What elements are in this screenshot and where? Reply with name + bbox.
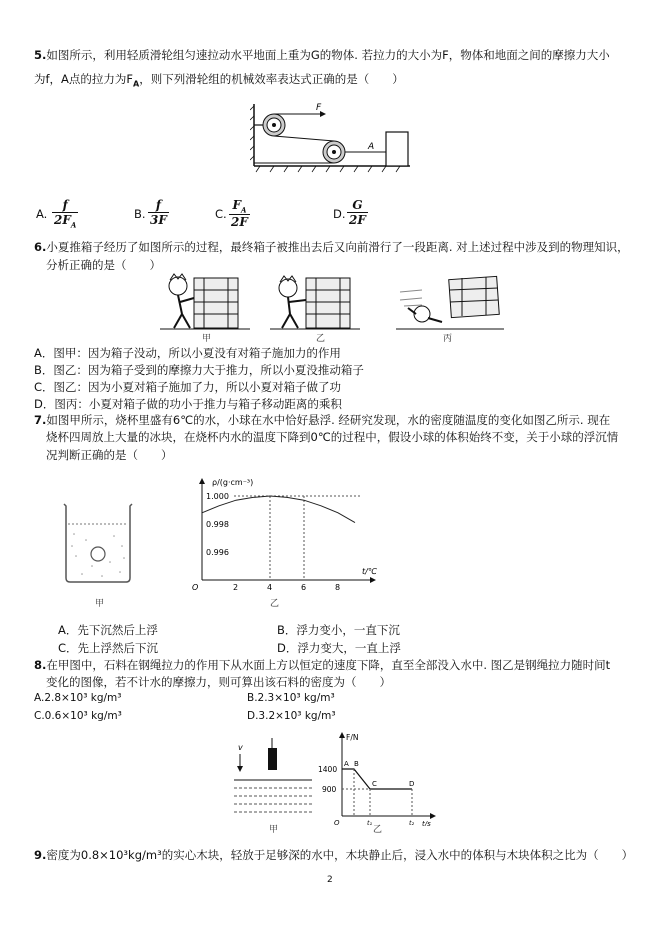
figure-yi-illustration bbox=[279, 276, 350, 328]
q5-option-a[interactable]: A. bbox=[36, 207, 48, 221]
box-pushing-figures bbox=[160, 272, 510, 340]
y-tick-0.996: 0.996 bbox=[206, 548, 229, 557]
point-B: B bbox=[354, 760, 359, 768]
density-temperature-chart bbox=[182, 476, 382, 598]
question-number: 5. bbox=[34, 48, 47, 62]
graph-xtick-t1: t₁ bbox=[367, 819, 373, 826]
q8-option-c[interactable]: C.0.6×10³ kg/m³ bbox=[34, 710, 122, 722]
q6-option-c[interactable]: C．图乙：因为小夏对箱子施加了力，所以小夏对箱子做了功 bbox=[34, 380, 342, 394]
q8-option-b[interactable]: B.2.3×10³ kg/m³ bbox=[247, 692, 335, 704]
q7-option-a[interactable]: A．先下沉然后上浮 bbox=[58, 623, 158, 637]
q5-option-d[interactable]: D. bbox=[333, 207, 346, 221]
question-5-line2: 为f，A点的拉力为$F_A$，则下列滑轮组的机械效率表达式正确的是（ ） bbox=[34, 72, 404, 89]
q7-option-c[interactable]: C．先上浮然后下沉 bbox=[58, 641, 159, 655]
question-8-line2: 变化的图像，若不计水的摩擦力，则可算出该石料的密度为（ ） bbox=[46, 675, 391, 689]
x-tick-8: 8 bbox=[335, 583, 341, 592]
x-tick-2: 2 bbox=[233, 583, 239, 592]
question-7-line1: 7.如图甲所示，烧杯里盛有6℃的水，小球在水中恰好悬浮. 经研究发现，水的密度随温度的变化如图乙所示. 现在 bbox=[34, 413, 611, 427]
point-A: A bbox=[344, 760, 349, 768]
q8-option-a[interactable]: A.2.8×10³ kg/m³ bbox=[34, 692, 122, 704]
q8-option-d[interactable]: D.3.2×10³ kg/m³ bbox=[247, 710, 336, 722]
beaker-figure bbox=[62, 500, 137, 585]
page-number: 2 bbox=[327, 875, 333, 885]
question-9-line1: 9.密度为0.8×10³kg/m³的实心木块，轻放于足够深的水中，木块静止后，浸入水中的体积与木块体积之比为（ ） bbox=[34, 848, 634, 862]
question-7-line2: 烧杯四周放上大量的冰块，在烧杯内水的温度下降到0℃的过程中，假设小球的体积始终不变，关于小球的浮沉情 bbox=[46, 430, 619, 444]
q5-option-b[interactable]: B. bbox=[134, 207, 146, 221]
figure-bing-illustration bbox=[400, 276, 499, 322]
force-time-graph bbox=[318, 730, 438, 826]
graph-origin: O bbox=[334, 819, 340, 826]
question-6-line2: 分析正确的是（ ） bbox=[46, 258, 161, 272]
question-6-line1: 6.小夏推箱子经历了如图所示的过程，最终箱子被推出去后又向前滑行了一段距离. 对上述过程中涉及到的物理知识， bbox=[34, 240, 629, 254]
q7-caption-jia: 甲 bbox=[95, 599, 105, 609]
question-5-line1: 5.如图所示，利用轻质滑轮组匀速拉动水平地面上重为G的物体. 若拉力的大小为F，物体和地面之间的摩擦力大小 bbox=[34, 48, 610, 62]
force-F-label: F bbox=[316, 103, 322, 113]
q5-option-c-formula: $\frac{F_A}{2F}$ bbox=[231, 198, 248, 230]
q5-option-a-formula: $\frac{f}{2F_A}$ bbox=[54, 198, 77, 230]
velocity-label: v bbox=[238, 743, 243, 752]
pulley-figure bbox=[250, 100, 415, 180]
q7-option-d[interactable]: D．浮力变大，一直上浮 bbox=[277, 641, 401, 655]
q8-caption-yi: 乙 bbox=[373, 825, 383, 835]
figure-jia-illustration bbox=[169, 274, 238, 328]
x-axis-label: t/℃ bbox=[362, 567, 377, 576]
q6-caption-jia: 甲 bbox=[202, 334, 212, 344]
graph-ytick-1400: 1400 bbox=[318, 765, 338, 774]
q5-option-c[interactable]: C. bbox=[215, 207, 227, 221]
y-tick-1.000: 1.000 bbox=[206, 492, 229, 501]
q5-option-d-formula: $\frac{G}{2F}$ bbox=[349, 198, 366, 227]
q6-caption-bing: 丙 bbox=[443, 334, 453, 344]
graph-xlabel: t/s bbox=[422, 820, 431, 826]
point-A-label: A bbox=[368, 142, 375, 152]
q7-option-b[interactable]: B．浮力变小，一直下沉 bbox=[277, 623, 400, 637]
q7-caption-yi: 乙 bbox=[270, 599, 280, 609]
point-C: C bbox=[372, 780, 377, 788]
stone-water-figure bbox=[230, 738, 316, 824]
origin-label: O bbox=[192, 583, 199, 592]
graph-xtick-t2: t₂ bbox=[409, 819, 415, 826]
question-8-line1: 8.在甲图中，石料在钢绳拉力的作用下从水面上方以恒定的速度下降，直至全部没入水中. 图乙是钢绳拉力随时间t bbox=[34, 658, 611, 672]
x-tick-4: 4 bbox=[267, 583, 273, 592]
graph-ylabel: F/N bbox=[346, 733, 359, 742]
question-7-line3: 况判断正确的是（ ） bbox=[46, 448, 173, 462]
q5-option-b-formula: $\frac{f}{3F}$ bbox=[150, 198, 167, 227]
y-axis-label: ρ/(g·cm⁻³) bbox=[212, 478, 254, 487]
y-tick-0.998: 0.998 bbox=[206, 520, 229, 529]
x-axis-arrow bbox=[370, 577, 376, 583]
q6-option-a[interactable]: A．图甲：因为箱子没动，所以小夏没有对箱子施加力的作用 bbox=[34, 346, 341, 360]
q6-caption-yi: 乙 bbox=[316, 334, 326, 344]
q8-caption-jia: 甲 bbox=[269, 825, 279, 835]
graph-ytick-900: 900 bbox=[322, 785, 337, 794]
force-curve bbox=[342, 769, 415, 789]
q6-option-b[interactable]: B．图乙：因为箱子受到的摩擦力大于推力，所以小夏没推动箱子 bbox=[34, 363, 364, 377]
q6-option-d[interactable]: D．图丙：小夏对箱子做的功小于推力与箱子移动距离的乘积 bbox=[34, 397, 342, 411]
x-tick-6: 6 bbox=[301, 583, 307, 592]
y-axis-arrow bbox=[199, 478, 205, 484]
point-D: D bbox=[409, 780, 415, 788]
